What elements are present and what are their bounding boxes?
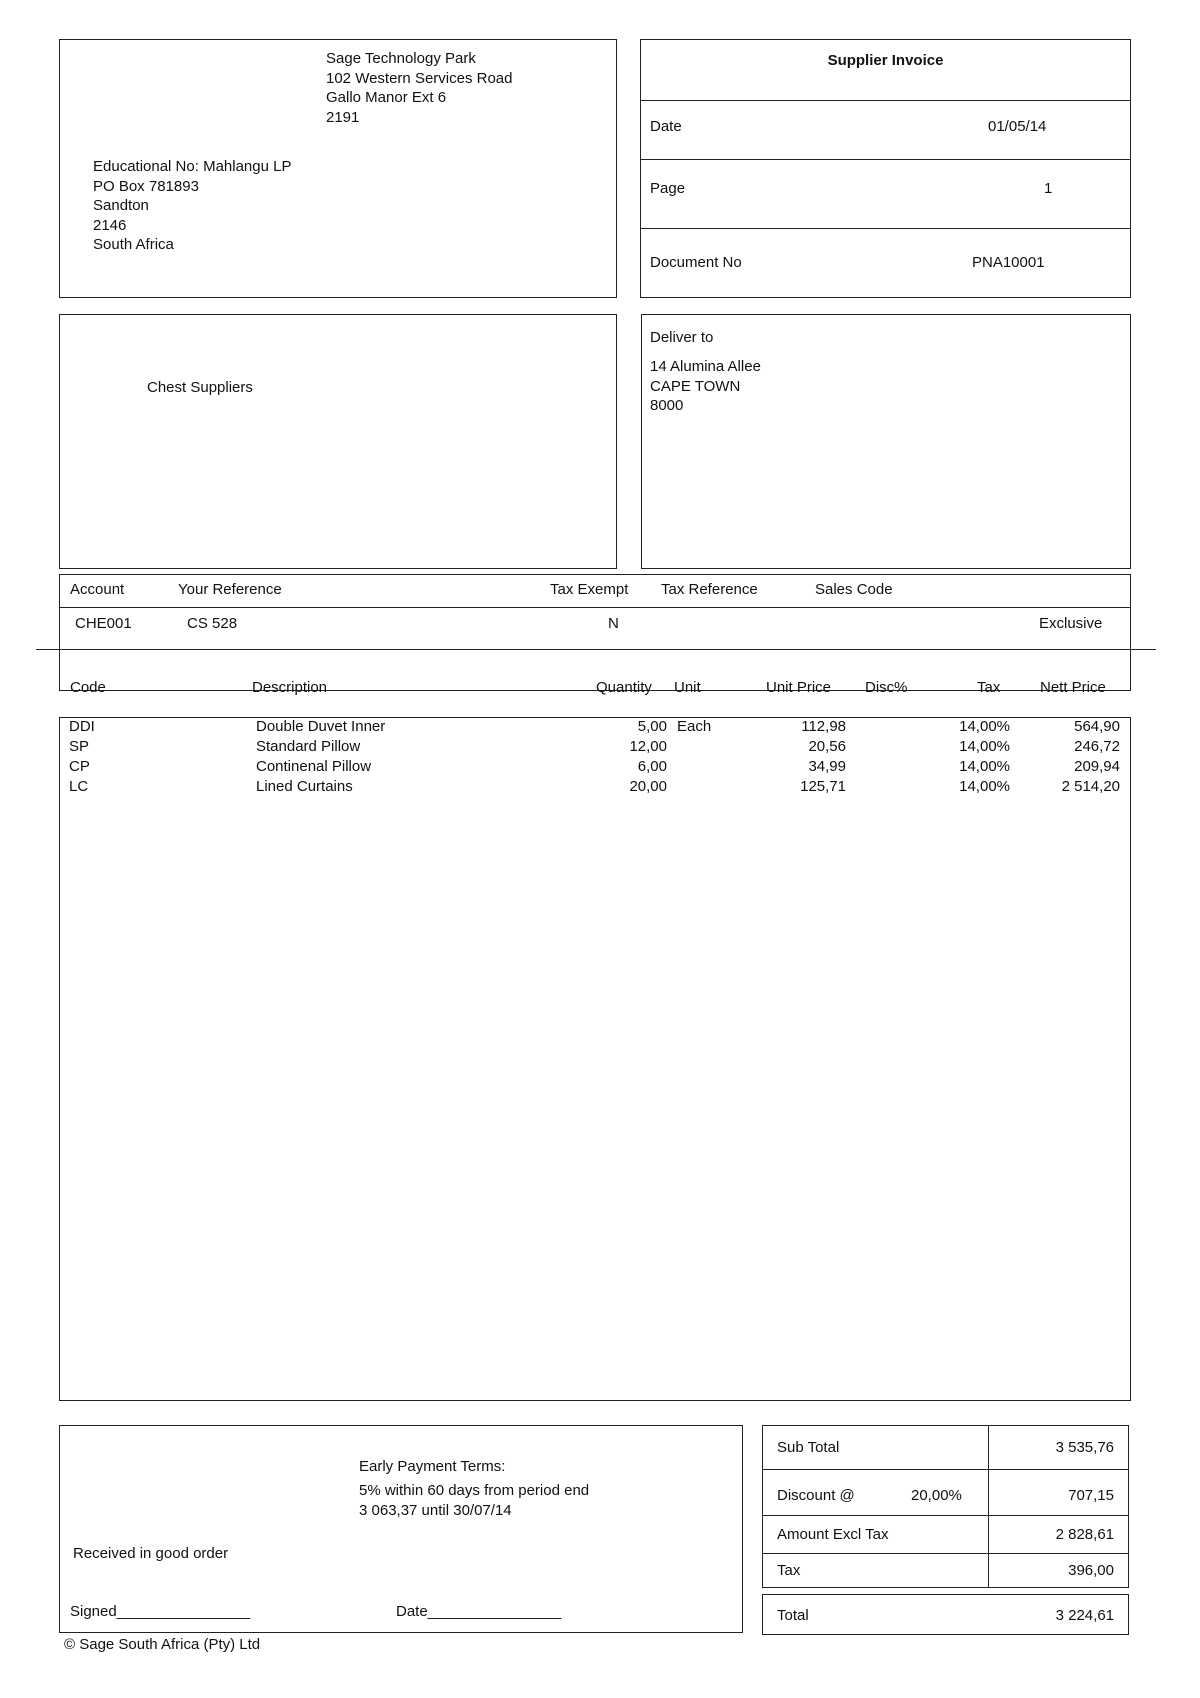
customer-address-line: PO Box 781893 [93, 177, 199, 195]
supplier-name: Chest Suppliers [147, 379, 253, 396]
deliver-to-label: Deliver to [650, 329, 714, 346]
disc-column-header: Disc% [865, 679, 908, 696]
company-address-line: Sage Technology Park [326, 50, 476, 67]
company-address-line: Gallo Manor Ext 6 [326, 89, 447, 106]
item-nett-price: 564,90 [1074, 718, 1120, 735]
divider [640, 159, 1131, 160]
amount-excl-tax-value: 2 828,61 [1055, 1526, 1114, 1543]
table-row [59, 778, 1131, 798]
description-column-header: Description [252, 679, 328, 696]
customer-address-line: Sandton [93, 197, 149, 214]
terms-box [59, 1425, 743, 1633]
item-quantity: 20,00 [629, 778, 667, 795]
item-code: DDI [69, 718, 95, 735]
early-payment-line: 3 063,37 until 30/07/14 [359, 1502, 512, 1519]
subtotal-value: 3 535,76 [1055, 1439, 1114, 1456]
customer-address-line: South Africa [93, 236, 174, 253]
item-description: Continenal Pillow [256, 758, 372, 775]
item-description: Standard Pillow [256, 738, 361, 755]
deliver-to-box [641, 314, 1131, 569]
signed-line: Signed________________ [70, 1603, 251, 1620]
nett-price-column-header: Nett Price [1040, 679, 1106, 696]
early-payment-line: 5% within 60 days from period end [359, 1482, 590, 1499]
item-quantity: 6,00 [637, 758, 667, 775]
discount-value: 707,15 [1068, 1487, 1114, 1504]
tax-value: 396,00 [1068, 1562, 1114, 1579]
tax-exempt-value: N [608, 615, 619, 632]
item-code: CP [69, 758, 90, 775]
deliver-to-address [650, 357, 761, 416]
received-in-good-order: Received in good order [73, 1545, 229, 1562]
code-column-header: Code [70, 679, 106, 696]
item-tax: 14,00% [959, 778, 1010, 795]
account-value: CHE001 [75, 615, 132, 632]
supplier-box [59, 314, 617, 569]
divider [640, 100, 1131, 101]
divider [59, 607, 1131, 608]
discount-label: Discount @ [777, 1487, 855, 1504]
item-unit-price: 125,71 [800, 778, 846, 795]
sales-code-header: Sales Code [815, 581, 893, 598]
tax-mode-value: Exclusive [1039, 615, 1103, 632]
date-label: Date [650, 118, 682, 135]
discount-percent: 20,00% [911, 1487, 962, 1504]
item-tax: 14,00% [959, 758, 1010, 775]
item-tax: 14,00% [959, 738, 1010, 755]
item-code: SP [69, 738, 90, 755]
company-address [326, 49, 512, 127]
item-unit: Each [677, 718, 712, 735]
customer-address-line: Educational No: Mahlangu LP [93, 158, 292, 175]
items-table [59, 717, 1131, 807]
page-value: 1 [1044, 180, 1053, 197]
tax-label: Tax [777, 1562, 801, 1579]
early-payment-title: Early Payment Terms: [359, 1458, 506, 1475]
divider [762, 1553, 1129, 1554]
company-address-line: 2191 [326, 108, 360, 126]
your-reference-value: CS 528 [187, 615, 238, 632]
divider [762, 1469, 1129, 1470]
total-label: Total [777, 1607, 809, 1624]
full-width-rule [36, 649, 1156, 650]
account-header: Account [70, 581, 125, 598]
document-number-label: Document No [650, 254, 742, 271]
item-unit-price: 20,56 [808, 738, 846, 755]
deliver-address-line: 8000 [650, 397, 684, 414]
customer-address-line: 2146 [93, 216, 127, 234]
your-reference-header: Your Reference [178, 581, 282, 598]
date-line: Date________________ [396, 1603, 562, 1620]
item-nett-price: 246,72 [1074, 738, 1120, 755]
table-row [59, 738, 1131, 758]
item-quantity: 5,00 [637, 718, 667, 735]
table-row [59, 718, 1131, 738]
divider [762, 1515, 1129, 1516]
tax-reference-header: Tax Reference [661, 581, 758, 598]
item-tax: 14,00% [959, 718, 1010, 735]
company-address-line: 102 Western Services Road [326, 69, 513, 87]
deliver-address-line: 14 Alumina Allee [650, 358, 761, 375]
item-description: Double Duvet Inner [256, 718, 386, 735]
unit-column-header: Unit [674, 679, 701, 696]
total-value: 3 224,61 [1055, 1607, 1114, 1624]
divider [640, 228, 1131, 229]
item-nett-price: 209,94 [1074, 758, 1120, 775]
document-title: Supplier Invoice [827, 52, 944, 69]
item-unit-price: 34,99 [808, 758, 846, 775]
items-box [59, 717, 1131, 1401]
item-nett-price: 2 514,20 [1061, 778, 1120, 795]
table-row [59, 758, 1131, 778]
item-code: LC [69, 778, 89, 795]
date-value: 01/05/14 [988, 118, 1047, 135]
item-unit-price: 112,98 [801, 718, 846, 735]
subtotal-label: Sub Total [777, 1439, 840, 1456]
quantity-column-header: Quantity [596, 679, 652, 696]
tax-column-header: Tax [977, 679, 1001, 696]
amount-excl-tax-label: Amount Excl Tax [777, 1526, 889, 1543]
customer-address [93, 157, 291, 255]
deliver-address-line: CAPE TOWN [650, 377, 741, 395]
unit-price-column-header: Unit Price [766, 679, 832, 696]
document-number-value: PNA10001 [972, 254, 1045, 271]
item-quantity: 12,00 [629, 738, 667, 755]
item-description: Lined Curtains [256, 778, 353, 795]
tax-exempt-header: Tax Exempt [550, 581, 629, 598]
page-label: Page [650, 180, 686, 197]
copyright: © Sage South Africa (Pty) Ltd [64, 1636, 261, 1653]
divider [988, 1425, 989, 1588]
